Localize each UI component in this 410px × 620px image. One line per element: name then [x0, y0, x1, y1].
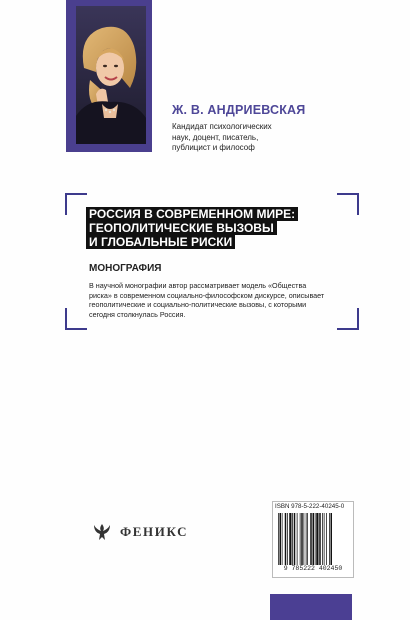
barcode-bar: [315, 513, 316, 565]
publisher-name: ФЕНИКС: [120, 524, 189, 539]
isbn-text: ISBN 978-5-222-40245-0: [275, 503, 345, 510]
barcode-bar: [316, 513, 318, 565]
author-description-line: Кандидат психологических: [172, 122, 272, 131]
barcode-bar: [322, 513, 323, 565]
barcode-bar: [292, 513, 293, 565]
barcode-bar: [282, 513, 283, 565]
author-name: Ж. В. АНДРИЕВСКАЯ: [172, 103, 306, 117]
barcode-bar: [324, 513, 325, 565]
book-title: [86, 207, 298, 249]
barcode-bar: [287, 513, 288, 565]
frame-corner-top-right: [337, 193, 359, 215]
phoenix-bird-icon: [92, 522, 112, 542]
author-description-line: наук, доцент, писатель,: [172, 132, 259, 142]
author-portrait-image: [76, 6, 146, 144]
author-photo: [76, 6, 146, 144]
author-description: [172, 122, 322, 154]
barcode-bar: [297, 513, 298, 565]
frame-corner-bottom-left: [65, 308, 87, 330]
barcode-bar: [307, 513, 308, 565]
barcode-panel: [272, 501, 354, 578]
barcode-bar: [326, 513, 327, 565]
book-title-line: ГЕОПОЛИТИЧЕСКИЕ ВЫЗОВЫ: [86, 221, 277, 235]
barcode-bar: [278, 513, 279, 565]
barcode-bar: [329, 513, 330, 565]
book-annotation: [89, 281, 349, 319]
barcode-bar: [304, 513, 305, 565]
barcode-bar: [300, 513, 301, 565]
annotation-line: риска» в современном социально-философском дискурсе, описывает: [89, 290, 325, 300]
barcode-bar: [285, 513, 287, 565]
barcode-image: [278, 513, 348, 565]
annotation-line: сегодня столкнулась Россия.: [89, 309, 186, 319]
annotation-line: В научной монографии автор рассматривает модель «Общества: [89, 281, 307, 290]
barcode-bar: [319, 513, 321, 565]
barcode-bar: [294, 513, 296, 565]
frame-corner-top-left: [65, 193, 87, 215]
barcode-bar: [306, 513, 307, 565]
barcode-bar: [331, 513, 333, 565]
barcode-bar: [289, 513, 291, 565]
annotation-line: геополитические и социально-политические вызовы, с которыми: [89, 300, 307, 309]
book-genre: МОНОГРАФИЯ: [89, 263, 162, 274]
book-title-line: И ГЛОБАЛЬНЫЕ РИСКИ: [86, 235, 235, 249]
barcode-bar: [280, 513, 282, 565]
barcode-bar: [310, 513, 312, 565]
barcode-digits: 9 785222 402450: [283, 565, 343, 572]
author-description-line: публицист и философ: [172, 143, 255, 152]
book-title-line: РОССИЯ В СОВРЕМЕННОМ МИРЕ:: [86, 207, 298, 221]
publisher-logo: [92, 522, 188, 542]
accent-bar: [270, 594, 352, 620]
barcode-bar: [313, 513, 315, 565]
barcode-bar: [301, 513, 303, 565]
